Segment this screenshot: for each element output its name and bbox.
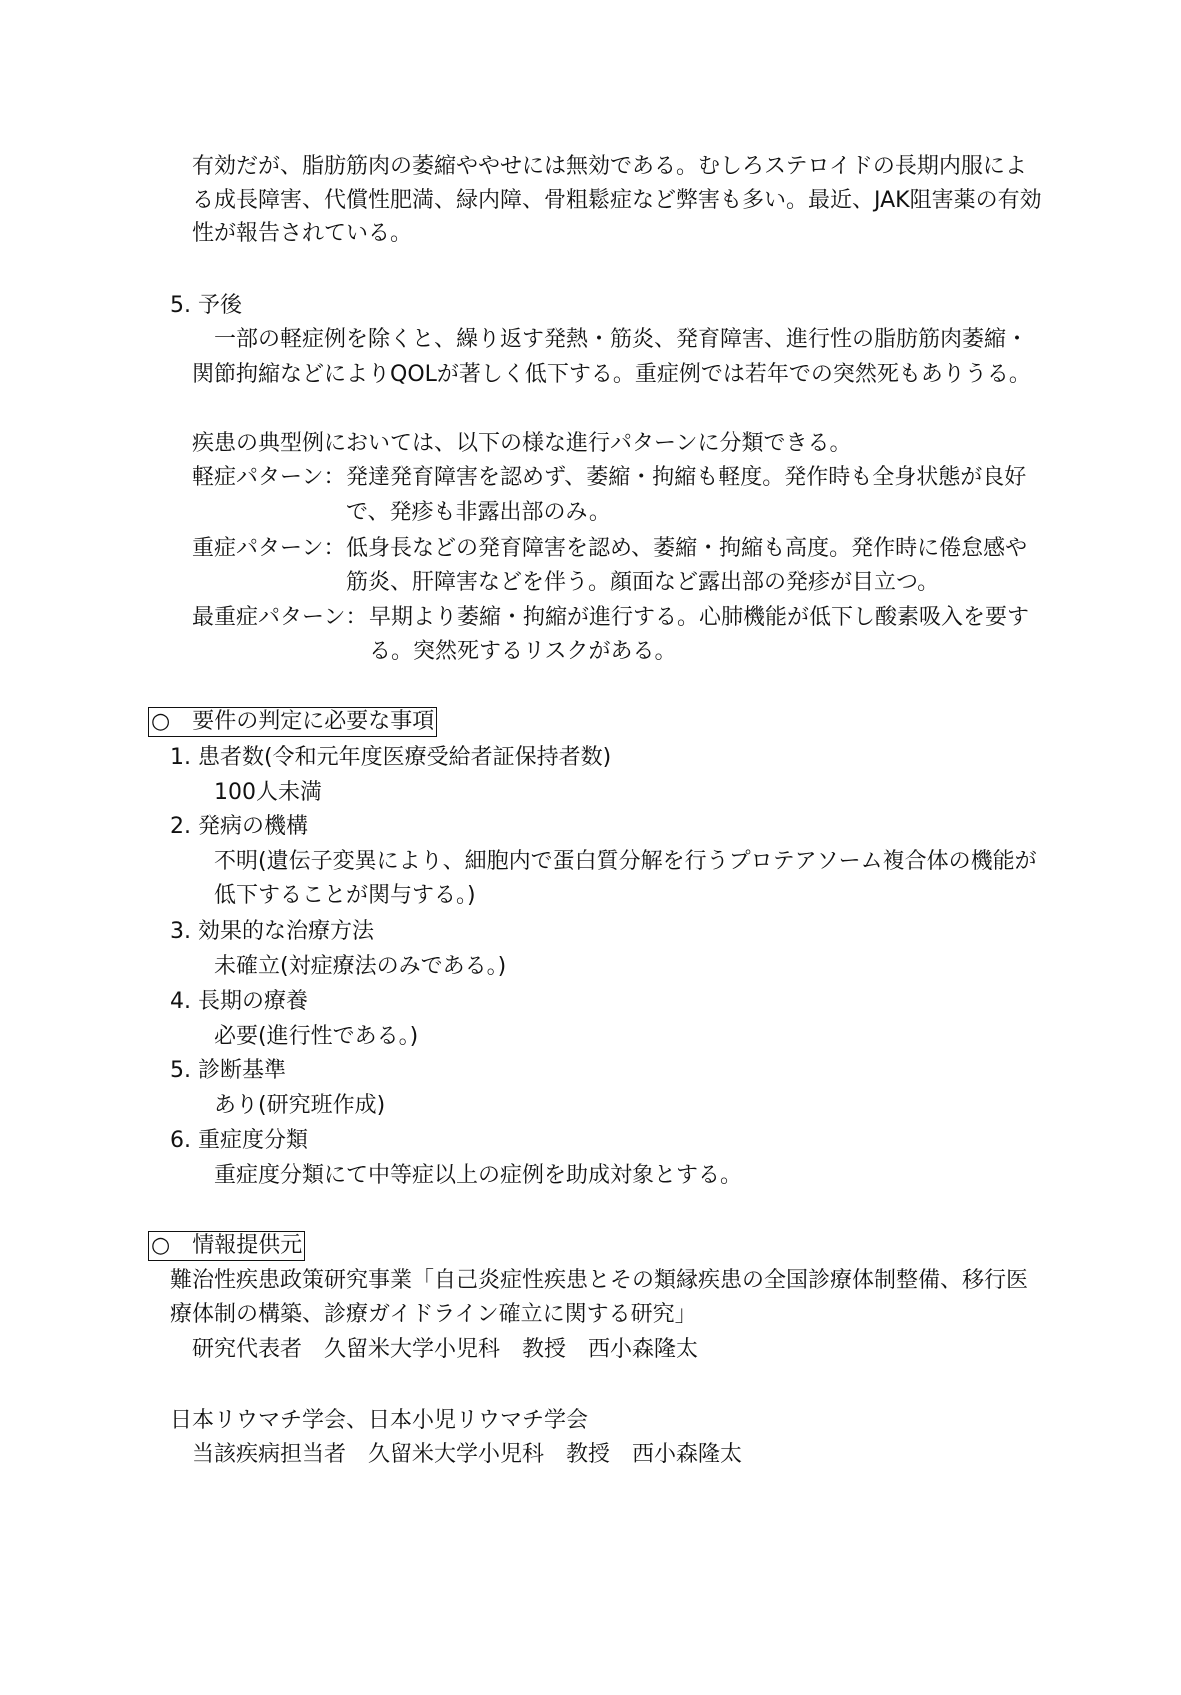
pattern-text: 発達発育障害を認めず、萎縮・拘縮も軽度。発作時も全身状態が良好 xyxy=(346,465,1027,490)
requirement-text: 不明(遺伝子変異により、細胞内で蛋白質分解を行うプロテアソーム複合体の機能が xyxy=(214,849,1037,874)
requirement-heading: 2. 発病の機構 xyxy=(170,814,308,839)
requirement-text: 100人未満 xyxy=(214,780,322,805)
requirement-heading: 5. 診断基準 xyxy=(170,1058,286,1083)
requirement-text: 必要(進行性である。) xyxy=(214,1024,419,1049)
pattern-text: 筋炎、肝障害などを伴う。顔面など露出部の発疹が目立つ。 xyxy=(346,570,940,595)
pattern-label: 最重症パターン： xyxy=(192,605,368,630)
representative: 研究代表者 久留米大学小児科 教授 西小森隆太 xyxy=(192,1337,699,1362)
body-text: 性が報告されている。 xyxy=(192,221,413,246)
person-in-charge: 当該疾病担当者 久留米大学小児科 教授 西小森隆太 xyxy=(192,1442,743,1467)
requirement-heading: 6. 重症度分類 xyxy=(170,1128,308,1153)
source-text: 療体制の構築、診療ガイドライン確立に関する研究」 xyxy=(170,1302,697,1327)
requirement-text: 低下することが関与する。) xyxy=(214,883,476,908)
requirement-heading: 4. 長期の療養 xyxy=(170,989,308,1014)
source-title: 情報提供元 xyxy=(192,1233,303,1258)
body-text: 関節拘縮などによりQOLが著しく低下する。重症例では若年での突然死もありうる。 xyxy=(192,362,1031,387)
requirement-text: 重症度分類にて中等症以上の症例を助成対象とする。 xyxy=(214,1163,743,1188)
body-text: 有効だが、脂肪筋肉の萎縮ややせには無効である。むしろステロイドの長期内服によ xyxy=(192,154,1027,179)
circle-mark: ○ xyxy=(151,709,171,734)
pattern-text: で、発疹も非露出部のみ。 xyxy=(346,500,611,525)
pattern-label: 重症パターン： xyxy=(192,536,346,561)
source-heading-box xyxy=(148,1231,305,1261)
body-text: 一部の軽症例を除くと、繰り返す発熱・筋炎、発育障害、進行性の脂肪筋肉萎縮・ xyxy=(192,327,1029,352)
section-heading: 5. 予後 xyxy=(170,293,242,318)
requirements-heading-box xyxy=(148,707,437,737)
circle-mark: ○ xyxy=(151,1233,171,1258)
body-text: 疾患の典型例においては、以下の様な進行パターンに分類できる。 xyxy=(192,431,852,456)
body-text: る成長障害、代償性肥満、緑内障、骨粗鬆症など弊害も多い。最近、JAK阻害薬の有効 xyxy=(192,188,1042,213)
requirement-text: あり(研究班作成) xyxy=(214,1093,386,1118)
requirements-title: 要件の判定に必要な事項 xyxy=(192,709,435,734)
requirement-heading: 1. 患者数(令和元年度医療受給者証保持者数) xyxy=(170,745,612,770)
pattern-label: 軽症パターン： xyxy=(192,465,346,490)
source-text: 難治性疾患政策研究事業「自己炎症性疾患とその類縁疾患の全国診療体制整備、移行医 xyxy=(170,1268,1029,1293)
requirement-heading: 3. 効果的な治療方法 xyxy=(170,919,374,944)
pattern-text: 早期より萎縮・拘縮が進行する。心肺機能が低下し酸素吸入を要す xyxy=(369,605,1030,630)
pattern-text: る。突然死するリスクがある。 xyxy=(369,639,677,664)
societies: 日本リウマチ学会、日本小児リウマチ学会 xyxy=(170,1408,589,1433)
requirement-text: 未確立(対症療法のみである。) xyxy=(214,954,507,979)
pattern-text: 低身長などの発育障害を認め、萎縮・拘縮も高度。発作時に倦怠感や xyxy=(346,536,1028,561)
